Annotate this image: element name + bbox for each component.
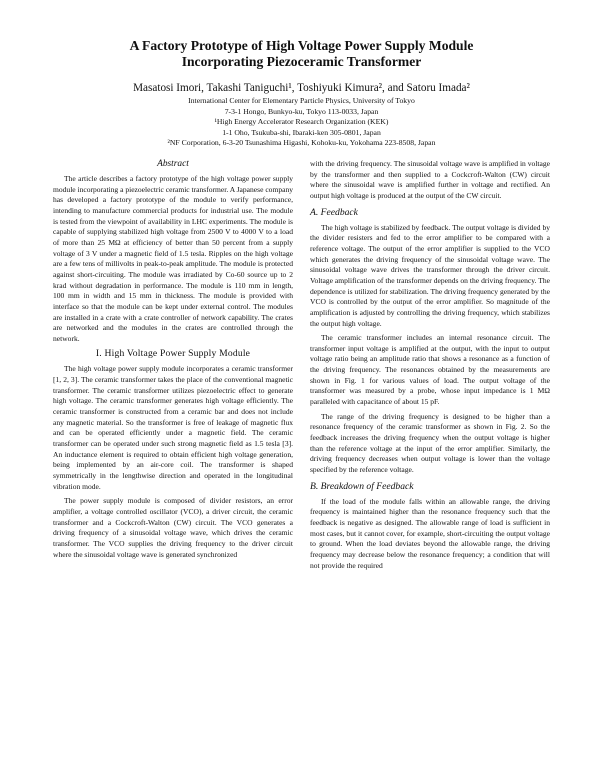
two-column-body bbox=[53, 159, 550, 571]
right-column bbox=[310, 159, 550, 571]
affiliation-line: ²NF Corporation, 6-3-20 Tsunashima Higashi, Kohoku-ku, Yokohama 223-8508, Japan bbox=[167, 138, 436, 148]
paper-title bbox=[53, 38, 550, 70]
body-paragraph: If the load of the module falls within an allowable range, the driving frequency is maintained higher than the resonance frequency such that the feedback is negative as designed. The allowable range of load is sufficient in most cases, but it cannot cover, for example, short-circuiting the output voltage to ground. When the load deviates beyond the allowable range, the driving frequency may decrease below the resonance frequency; a condition that will not provide the required bbox=[310, 496, 550, 570]
author-list: Masatosi Imori, Takashi Taniguchi¹, Toshiyuki Kimura², and Satoru Imada² bbox=[133, 82, 470, 94]
body-paragraph: with the driving frequency. The sinusoidal voltage wave is amplified in voltage by the transformer and then supplied to a Cockcroft-Walton (CW) circuit where the sinusoidal wave is amplified further in voltage and rectified. An output high voltage is produced at the output of the CW circuit. bbox=[310, 158, 550, 200]
title-line-2: Incorporating Piezoceramic Transformer bbox=[181, 54, 422, 69]
affiliation-line: 7-3-1 Hongo, Bunkyo-ku, Tokyo 113-0033, Japan bbox=[224, 106, 379, 116]
abstract-text: The article describes a factory prototype of the high voltage power supply module incorporating a piezoelectric ceramic transformer. A Japanese company has developed a factory prototype of the module to verify performance, intending to manufacture commercial products for industrial use. The module is tested from the viewpoint of availability in LHC experiments. The module is capable of supplying stabilized high voltage from 2500 V to 4000 V to a load of more than 25 MΩ at efficiency of better than 50 percent from a supply voltage of 3 V under a magnetic field of 1.5 tesla. Ripples on the high voltage are a few tens of millivolts in peak-to-peak amplitude. The module is protected against short-circuiting. The module was irradiated by Co-60 source up to 2 krad without degradation in performance. The module is 110 mm in length, 100 mm in width and 15 mm in thickness. The module is provided with interface so that the module can be kept under external control. The modules are installed in a crate with a crate controller of network capability. The crates are networked and the modules in the crates are controlled through the network. bbox=[53, 173, 293, 343]
title-line-1: A Factory Prototype of High Voltage Power Supply Module bbox=[129, 38, 474, 53]
affiliation-line: International Center for Elementary Particle Physics, University of Tokyo bbox=[188, 96, 415, 105]
body-paragraph: The ceramic transformer includes an internal resonance circuit. The transformer input voltage is amplified at the output, with the input to output voltage ratio being an amplitude ratio that shows a resonance as a function of the driving frequency. The resonances obtained by the measurements are shown in Fig. 1 for various values of load. The output voltage of the transformer was measured by a probe, whose input impedance is 1 MΩ paralleled with capacitance of about 15 pF. bbox=[310, 333, 550, 407]
body-paragraph: The high voltage is stabilized by feedback. The output voltage is divided by the divider resisters and fed to the error amplifier to be compared with a reference voltage. The output of the error amplifier is supplied to the VCO which generates the driving frequency of the sinusoidal voltage wave. The sinusoidal voltage wave drives the transformer through the driver circuit. Voltage amplification of the transformer depends on the driving frequency. The dependence is utilized for stabilization. The driving frequency generated by the VCO is controlled by the output of the error amplifier. So magnitude of the amplification is adjusted by controlling the driving frequency, which stabilizes the output high voltage. bbox=[310, 222, 550, 328]
left-column bbox=[53, 159, 293, 571]
subsection-heading: A. Feedback bbox=[310, 206, 358, 218]
body-paragraph: The high voltage power supply module incorporates a ceramic transformer [1, 2, 3]. The ceramic transformer takes the place of the conventional magnetic transformer. The ceramic transformer utilizes piezoelectric effect to generate high voltage. The ceramic transformer generates high voltage efficiently. The ceramic transformer is constructed from a ceramic bar and does not include any magnetic material. So the transformer is free of leakage of magnetic flux and can be operated efficiently under a magnetic field. The ceramic transformer can be operated under such strong magnetic field as 1.5 tesla [3]. An inductance element is required to obtain efficient high voltage generation, being implemented by an air-core coil. The transformer is shaped symmetrically in the lengthwise direction and operated in the longitudinal vibration mode. bbox=[53, 364, 293, 491]
subsection-heading: B. Breakdown of Feedback bbox=[310, 480, 414, 492]
affiliation-line: 1-1 Oho, Tsukuba-shi, Ibaraki-ken 305-0801, Japan bbox=[222, 127, 381, 137]
abstract-heading: Abstract bbox=[157, 158, 189, 169]
affiliation-line: ¹High Energy Accelerator Research Organization (KEK) bbox=[214, 117, 389, 127]
section-heading: I. High Voltage Power Supply Module bbox=[95, 348, 251, 360]
body-paragraph: The range of the driving frequency is designed to be higher than a resonance frequency of the ceramic transformer as shown in Fig. 2. So the feedback increases the driving frequency when the output voltage is higher than the reference voltage at the input of the error amplifier. Similarly, the driving frequency decreases when output voltage is lower than the voltage specified by the reference voltage. bbox=[310, 411, 550, 475]
affiliations bbox=[53, 96, 550, 149]
body-paragraph: The power supply module is composed of divider resistors, an error amplifier, a voltage controlled oscillator (VCO), a driver circuit, the ceramic transformer and a Cockcroft-Walton (CW) circuit. The VCO generates a driving frequency of a sinusoidal voltage wave, which drives the ceramic transformer. The VCO supplies the driving frequency to the driver circuit where the sinusoidal voltage wave is generated synchronized bbox=[53, 496, 293, 559]
